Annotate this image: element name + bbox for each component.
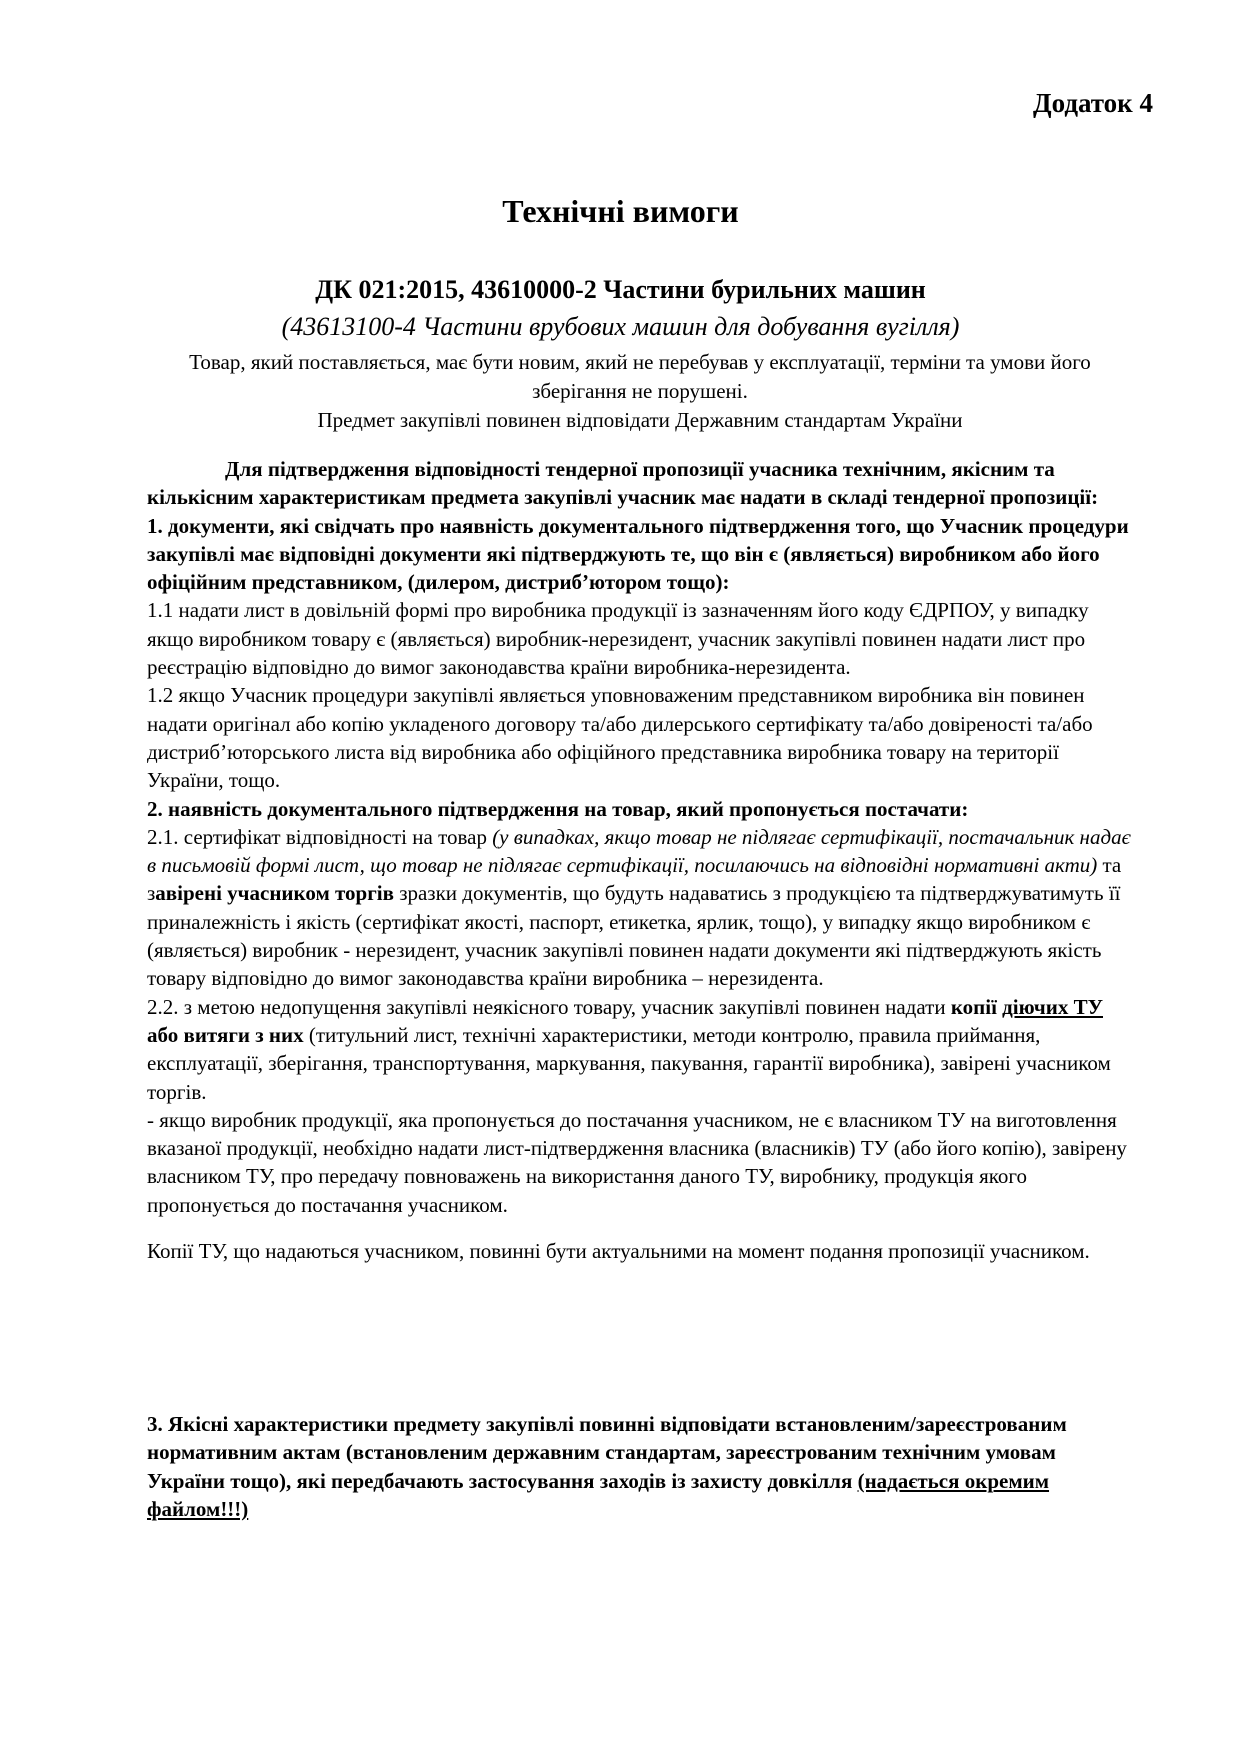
item-2-1-rest: зразки документів, що будуть надаватись з продукцією та підтверджуватимуть її приналежність і якість (сертифікат якості, паспорт, етикетка, ярлик, тощо), у випадку якщо виробником є (являється) виробник - нерезидент, учасник закупівлі повинен надати документи які підтверджують якість товару відповідно до вимог законодавства країни виробника – нерезидента.: [147, 881, 1121, 991]
sub-classification-code: (43613100-4 Частини врубових машин для добування вугілля): [281, 312, 960, 341]
section-2-heading: 2. наявність документального підтвердження на товар, який пропонується постачати:: [147, 796, 969, 821]
item-2-1: [147, 823, 1137, 993]
item-2-2-bold-underlined: діючих ТУ: [1002, 994, 1103, 1019]
annex-label: Додаток 4: [1033, 88, 1153, 118]
classification-code: ДК 021:2015, 43610000-2 Частини бурильних машин: [315, 275, 926, 304]
item-2-2-bold-copies: копії: [950, 994, 1003, 1019]
item-2-2: [147, 993, 1137, 1106]
section-3-underlined-note: (надається окремим файлом!!!): [147, 1468, 1050, 1521]
document-title: Технічні вимоги: [502, 193, 739, 229]
dash-item: - якщо виробник продукції, яка пропонується до постачання учасником, не є власником ТУ на виготовлення вказаної продукції, необхідно надати лист-підтвердження власника (власників) ТУ (або його копію), завірену власником ТУ, про передачу повноважень на використання даного ТУ, виробнику, продукція якого пропонується до постачання учасником.: [147, 1107, 1127, 1217]
item-2-1-connector: та з: [147, 853, 1122, 906]
item-2-1-italic-note: (у випадках, якщо товар не підлягає сертифікації, постачальник надає в письмовій формі лист, що товар не підлягає сертифікації, посилаючись на відповідні нормативні акти): [147, 824, 1131, 878]
item-2-1-text: 2.1. сертифікат відповідності на товар: [147, 824, 493, 849]
section-3-text: 3. Якісні характеристики предмету закупівлі повинні відповідати встановленим/зареєстрованим нормативним актам (встановленим державним стандартам, зареєстрованим технічним умовам України тощо), які передбачають застосування заходів із захисту довкілля: [147, 1412, 1067, 1493]
item-1-2: 1.2 якщо Учасник процедури закупівлі являється уповноваженим представником виробника він повинен надати оригінал або копію укладеного договору та/або дилерського сертифікату та/або довіреності та/або дистриб’юторського листа від виробника або офіційного представника виробника товару на території України, тощо.: [147, 683, 1093, 793]
intro-block: [140, 348, 1140, 435]
section-1-heading: 1. документи, які свідчать про наявність документального підтвердження того, що Учасник процедури закупівлі має відповідні документи які підтверджують те, що він є (являється) виробником або його офіційним представником, (дилером, дистриб’ютором тощо):: [147, 513, 1129, 595]
copies-note: Копії ТУ, що надаються учасником, повинні бути актуальними на момент подання пропозиції учасником.: [147, 1239, 1090, 1264]
requirements-body: [147, 455, 1137, 1265]
intro-line-new-goods: Товар, який поставляється, має бути новим, який не перебував у експлуатації, терміни та умови його зберігання не порушені.: [189, 350, 1091, 403]
item-2-2-text: 2.2. з метою недопущення закупівлі неякісного товару, учасник закупівлі повинен надати: [147, 994, 951, 1019]
item-2-1-bold: авірені учасником торгів: [155, 881, 394, 906]
section-3: [147, 1410, 1137, 1523]
intro-line-standards: Предмет закупівлі повинен відповідати Державним стандартам України: [317, 408, 963, 432]
item-2-2-rest: (титульний лист, технічні характеристики, методи контролю, правила приймання, експлуатації, зберігання, транспортування, маркування, пакування, гарантії виробника), завірені учасником торгів.: [147, 1022, 1111, 1104]
item-2-2-bold-extracts: або витяги з них: [147, 1022, 304, 1047]
lead-paragraph: Для підтвердження відповідності тендерної пропозиції учасника технічним, якісним та кількісним характеристикам предмета закупівлі учасник має надати в складі тендерної пропозиції:: [147, 457, 1099, 510]
item-1-1: 1.1 надати лист в довільній формі про виробника продукції із зазначенням його коду ЄДРПОУ, у випадку якщо виробником товару є (являється) виробник-нерезидент, учасник закупівлі повинен надати лист про реєстрацію відповідно до вимог законодавства країни виробника-нерезидента.: [147, 598, 1089, 680]
